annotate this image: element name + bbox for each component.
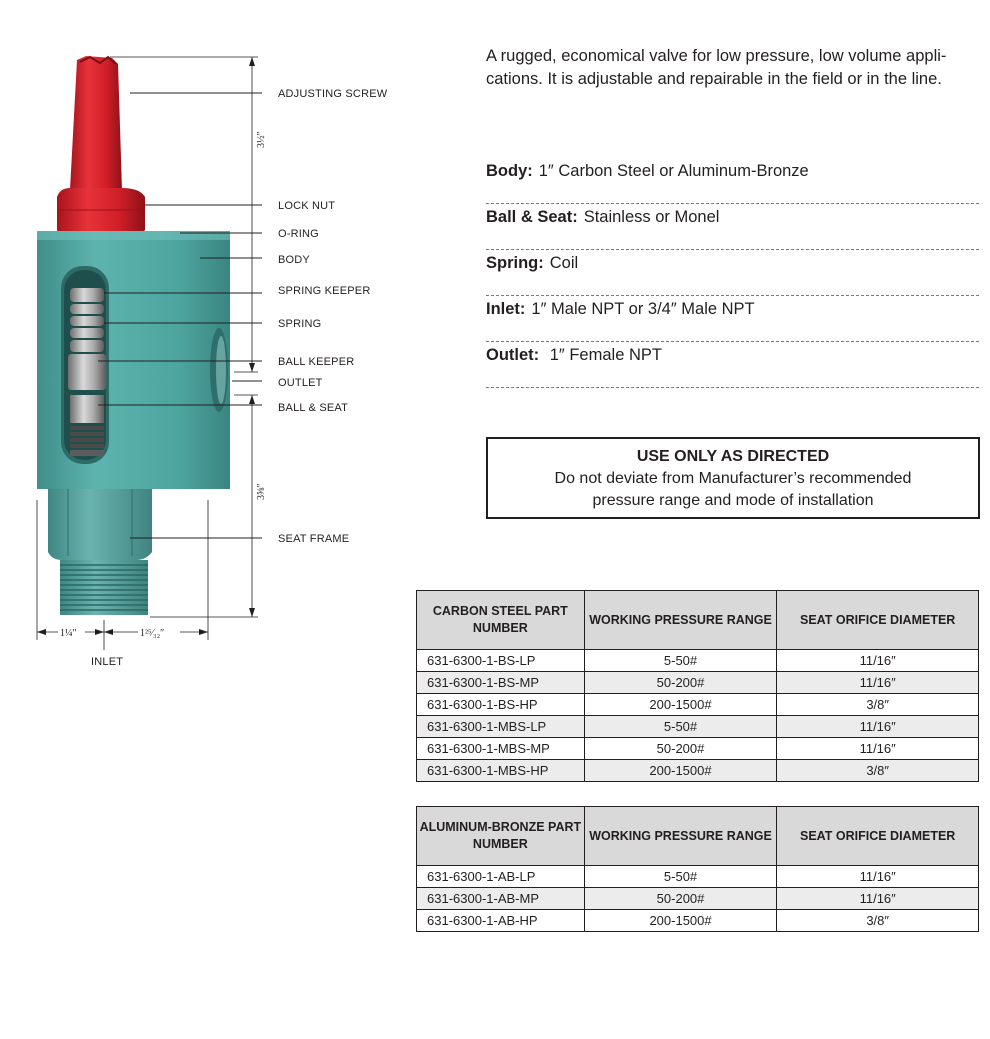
table-row	[417, 866, 979, 888]
table-row	[417, 716, 979, 738]
seat-frame	[48, 489, 152, 615]
warning-title: USE ONLY AS DIRECTED	[636, 448, 830, 465]
spec-spring	[486, 250, 979, 296]
table-row	[417, 760, 979, 782]
pressure-range: 5-50#	[584, 650, 777, 672]
spec-value: Coil	[549, 254, 579, 272]
intro-text: A rugged, economical valve for low pressure, low volume appli-cations. It is adjustable and repairable in the field or in the line.	[486, 47, 947, 88]
pressure-range: 5-50#	[584, 866, 777, 888]
dim-top-height: 3½″	[256, 131, 267, 148]
pressure-range: 50-200#	[584, 888, 777, 910]
label-ball-seat: BALL & SEAT	[278, 402, 349, 414]
spec-body	[486, 158, 979, 204]
part-number: 631-6300-1-BS-MP	[417, 672, 585, 694]
warning-body: Do not deviate from Manufacturer’s recommended pressure range and mode of installation	[554, 470, 912, 509]
label-adjusting-screw: ADJUSTING SCREW	[278, 88, 388, 100]
orifice-diameter: 11/16″	[777, 716, 979, 738]
label-spring: SPRING	[278, 318, 322, 330]
orifice-diameter: 3/8″	[777, 760, 979, 782]
part-number: 631-6300-1-BS-HP	[417, 694, 585, 716]
orifice-diameter: 11/16″	[777, 888, 979, 910]
spec-list	[486, 158, 979, 388]
pressure-range: 200-1500#	[584, 910, 777, 932]
label-o-ring: O-RING	[278, 228, 319, 240]
header-orifice-diameter: SEAT ORIFICE DIAMETER	[777, 591, 979, 650]
header-part-number: CARBON STEEL PART NUMBER	[417, 591, 585, 650]
carbon-steel-table	[416, 590, 979, 782]
part-number: 631-6300-1-AB-MP	[417, 888, 585, 910]
part-number: 631-6300-1-AB-LP	[417, 866, 585, 888]
orifice-diameter: 11/16″	[777, 650, 979, 672]
table-row	[417, 888, 979, 910]
pressure-range: 200-1500#	[584, 694, 777, 716]
spec-value: 1″ Male NPT or 3/4″ Male NPT	[531, 300, 755, 318]
spec-label: Spring:	[486, 254, 544, 272]
label-outlet: OUTLET	[278, 377, 323, 389]
table-header-row	[417, 591, 979, 650]
adjusting-screw	[70, 56, 122, 190]
valve-diagram	[0, 0, 420, 700]
table-row	[417, 694, 979, 716]
label-seat-frame: SEAT FRAME	[278, 533, 350, 545]
ball-keeper	[68, 354, 106, 390]
table-row	[417, 910, 979, 932]
spec-outlet	[486, 342, 979, 388]
part-number: 631-6300-1-MBS-HP	[417, 760, 585, 782]
aluminum-bronze-table	[416, 806, 979, 932]
label-body: BODY	[278, 254, 310, 266]
spec-label: Inlet:	[486, 300, 526, 318]
header-orifice-diameter: SEAT ORIFICE DIAMETER	[777, 807, 979, 866]
dim-bottom-height: 3⅝″	[256, 483, 267, 500]
table-row	[417, 650, 979, 672]
valve-body	[37, 231, 230, 489]
lock-nut	[57, 188, 145, 236]
spec-label: Body:	[486, 162, 533, 180]
spec-ball-seat	[486, 204, 979, 250]
spec-label: Outlet:	[486, 346, 540, 364]
spec-value: 1″ Carbon Steel or Aluminum-Bronze	[538, 162, 809, 180]
label-lock-nut: LOCK NUT	[278, 200, 336, 212]
orifice-diameter: 3/8″	[777, 694, 979, 716]
orifice-diameter: 11/16″	[777, 672, 979, 694]
dim-right-width: 1²⁵⁄₃₂″	[140, 628, 165, 639]
header-pressure-range: WORKING PRESSURE RANGE	[584, 807, 777, 866]
part-number: 631-6300-1-BS-LP	[417, 650, 585, 672]
label-spring-keeper: SPRING KEEPER	[278, 285, 371, 297]
label-inlet: INLET	[91, 656, 124, 668]
pressure-range: 5-50#	[584, 716, 777, 738]
orifice-diameter: 11/16″	[777, 738, 979, 760]
spring	[70, 288, 104, 352]
orifice-diameter: 11/16″	[777, 866, 979, 888]
dim-left-width: 1¼″	[60, 628, 77, 639]
header-pressure-range: WORKING PRESSURE RANGE	[584, 591, 777, 650]
pressure-range: 50-200#	[584, 738, 777, 760]
orifice-diameter: 3/8″	[777, 910, 979, 932]
spec-value: Stainless or Monel	[583, 208, 720, 226]
table-header-row	[417, 807, 979, 866]
header-part-number: ALUMINUM-BRONZE PART NUMBER	[417, 807, 585, 866]
spec-inlet	[486, 296, 979, 342]
part-number: 631-6300-1-AB-HP	[417, 910, 585, 932]
pressure-range: 50-200#	[584, 672, 777, 694]
part-number: 631-6300-1-MBS-MP	[417, 738, 585, 760]
pressure-range: 200-1500#	[584, 760, 777, 782]
warning-box	[486, 437, 980, 519]
spec-value: 1″ Female NPT	[545, 346, 662, 364]
spec-label: Ball & Seat:	[486, 208, 578, 226]
table-row	[417, 672, 979, 694]
table-row	[417, 738, 979, 760]
label-ball-keeper: BALL KEEPER	[278, 356, 355, 368]
part-number: 631-6300-1-MBS-LP	[417, 716, 585, 738]
